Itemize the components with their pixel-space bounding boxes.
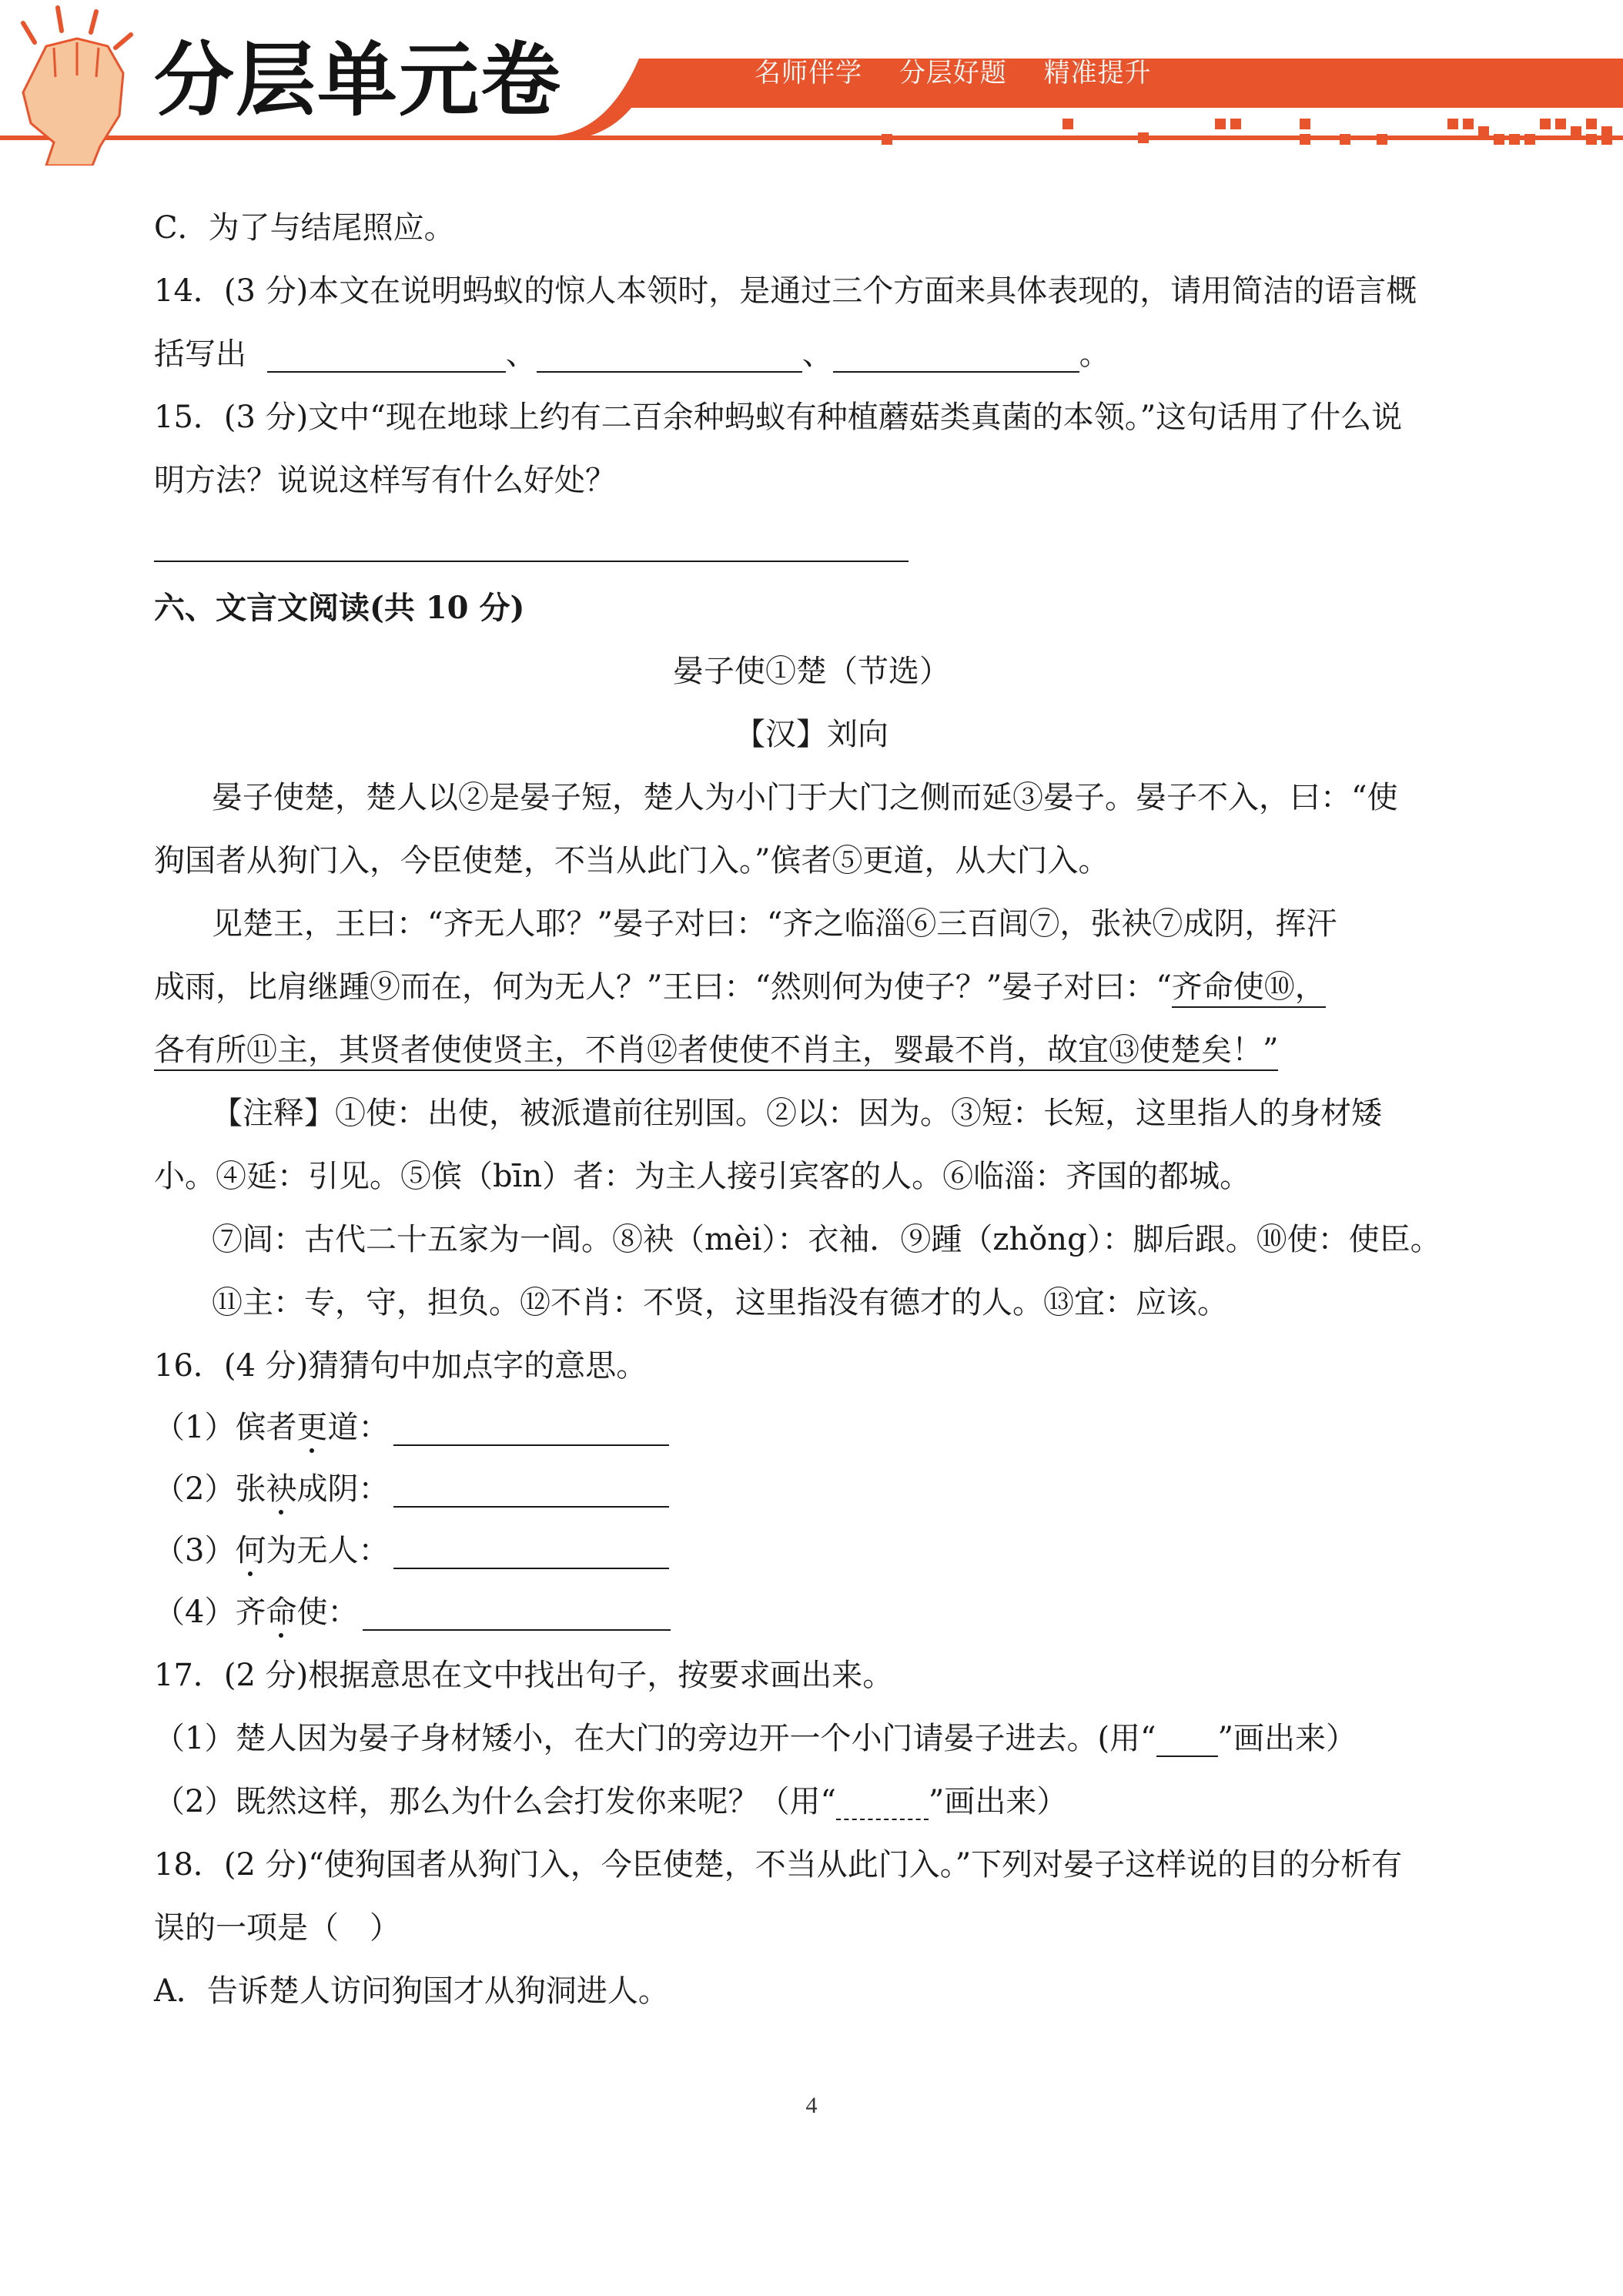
q16-item-3 xyxy=(154,1532,1478,1569)
q14-end: 。 xyxy=(1079,336,1110,372)
straight-underline-sample xyxy=(1156,1732,1218,1757)
q18-line-1: 18．(2 分)“使狗国者从狗门入，今臣使楚，不当从此门入。”下列对晏子这样说的目的分析有 xyxy=(154,1847,1403,1883)
q14-answer-blank-3[interactable] xyxy=(833,343,1079,373)
passage-title: 晏子使①楚（节选） xyxy=(673,654,950,689)
q16-item-text: 使： xyxy=(296,1595,359,1630)
q18-option-a: A．告诉楚人访问狗国才从狗洞进人。 xyxy=(154,1973,669,2009)
q14-answer-blank-2[interactable] xyxy=(537,343,802,373)
q14-line-1: 14．(3 分)本文在说明蚂蚁的惊人本领时，是通过三个方面来具体表现的，请用简洁的语言概 xyxy=(154,273,1417,309)
q17-item-text: ”画出来） xyxy=(928,1784,1068,1819)
q16-item-1 xyxy=(154,1409,1478,1446)
passage-author: 【汉】刘向 xyxy=(735,717,888,752)
q14-line-2 xyxy=(154,336,1478,373)
q16-item-num: （1） xyxy=(154,1410,236,1445)
passage-para2-line2-text: 成雨，比肩继踵⑨而在，何为无人？”王曰：“然则何为使子？”晏子对曰：“ xyxy=(154,969,1172,1005)
q16-item-text: 傧者 xyxy=(235,1410,297,1445)
passage-para2-line2 xyxy=(154,969,1478,1006)
q16-item-text: 为无人： xyxy=(266,1533,390,1568)
q17-item-2 xyxy=(154,1783,1478,1820)
q16-item-2 xyxy=(154,1471,1478,1508)
dotted-character: 袂 xyxy=(266,1471,297,1507)
q15-line-1: 15．(3 分)文中“现在地球上约有二百余种蚂蚁有种植蘑菇类真菌的本领。”这句话用了什么说 xyxy=(154,400,1403,435)
page-number: 4 xyxy=(805,2093,818,2118)
annotation-line-4: ⑪主：专，守，担负。⑫不肖：不贤，这里指没有德才的人。⑬宜：应该。 xyxy=(212,1285,1228,1320)
section-6-heading: 六、文言文阅读(共 10 分) xyxy=(154,590,525,626)
q16-item-num: （3） xyxy=(154,1533,236,1568)
passage-para1-line1: 晏子使楚，楚人以②是晏子短，楚人为小门于大门之侧而延③晏子。晏子不入，曰：“使 xyxy=(212,780,1398,815)
q17-item-text: ”画出来） xyxy=(1217,1721,1357,1756)
brand-title: 分层单元卷 xyxy=(154,33,563,127)
q16-answer-blank[interactable] xyxy=(363,1602,671,1631)
fist-icon xyxy=(23,8,131,166)
q17-item-text: （2）既然这样，那么为什么会打发你来呢？（用“ xyxy=(154,1784,836,1819)
slogan-2: 分层好题 xyxy=(899,58,1007,89)
q17-stem: 17．(2 分)根据意思在文中找出句子，按要求画出来。 xyxy=(154,1658,894,1693)
dotted-character: 更 xyxy=(296,1410,328,1445)
q16-stem: 16．(4 分)猜猜句中加点字的意思。 xyxy=(154,1348,648,1384)
passage-para2-line1: 见楚王，王曰：“齐无人耶？”晏子对曰：“齐之临淄⑥三百闾⑦，张袂⑦成阴，挥汗 xyxy=(212,906,1337,942)
q15-line-2: 明方法？说说这样写有什么好处？ xyxy=(154,463,616,498)
annotation-line-3: ⑦闾：古代二十五家为一闾。⑧袂（mèi）：衣袖．⑨踵（zhǒng）：脚后跟。⑩使：使臣。 xyxy=(212,1222,1441,1257)
page-header xyxy=(0,0,1623,166)
slogan-1: 名师伴学 xyxy=(755,58,862,89)
q14-answer-blank-1[interactable] xyxy=(267,343,506,373)
passage-para2-line3 xyxy=(154,1032,1478,1069)
q17-item-1 xyxy=(154,1720,1478,1757)
slogan-3: 精准提升 xyxy=(1043,58,1152,89)
q16-item-4 xyxy=(154,1594,1478,1631)
q16-item-num: （2） xyxy=(154,1471,236,1507)
q17-item-text: （1）楚人因为晏子身材矮小，在大门的旁边开一个小门请晏子进去。(用“ xyxy=(154,1721,1156,1756)
header-slogan xyxy=(755,58,1152,89)
q16-answer-blank[interactable] xyxy=(393,1540,669,1569)
passage-para1-line2: 狗国者从狗门入，今臣使楚，不当从此门入。”傧者⑤更道，从大门入。 xyxy=(154,843,1109,879)
q14-separator-1: 、 xyxy=(505,336,537,372)
annotation-line-2: 小。④延：引见。⑤傧（bīn）者：为主人接引宾客的人。⑥临淄：齐国的都城。 xyxy=(154,1159,1251,1194)
wavy-underline-sample xyxy=(836,1796,929,1820)
dotted-character: 命 xyxy=(266,1595,297,1630)
underlined-sentence-end: 各有所⑪主，其贤者使使贤主，不肖⑫者使使不肖主，婴最不肖，故宜⑬使楚矣！” xyxy=(154,1033,1278,1071)
q15-answer-line[interactable] xyxy=(154,561,909,562)
q16-item-text: 道： xyxy=(327,1410,390,1445)
q18-line-2: 误的一项是（ ） xyxy=(154,1910,400,1946)
q16-answer-blank[interactable] xyxy=(393,1417,669,1446)
q14-prefix: 括写出 xyxy=(154,336,246,372)
q16-item-text: 齐 xyxy=(235,1595,266,1630)
underlined-sentence-start: 齐命使⑩， xyxy=(1172,969,1326,1008)
q16-item-num: （4） xyxy=(154,1595,236,1630)
dotted-character: 何 xyxy=(235,1533,266,1568)
annotation-line-1: 【注释】①使：出使，被派遣前往别国。②以：因为。③短：长短，这里指人的身材矮 xyxy=(212,1096,1382,1131)
q16-item-text: 成阴： xyxy=(296,1471,390,1507)
q14-separator-2: 、 xyxy=(801,336,833,372)
q16-answer-blank[interactable] xyxy=(393,1478,669,1508)
q13-option-c: C．为了与结尾照应。 xyxy=(154,210,455,246)
q16-item-text: 张 xyxy=(235,1471,266,1507)
